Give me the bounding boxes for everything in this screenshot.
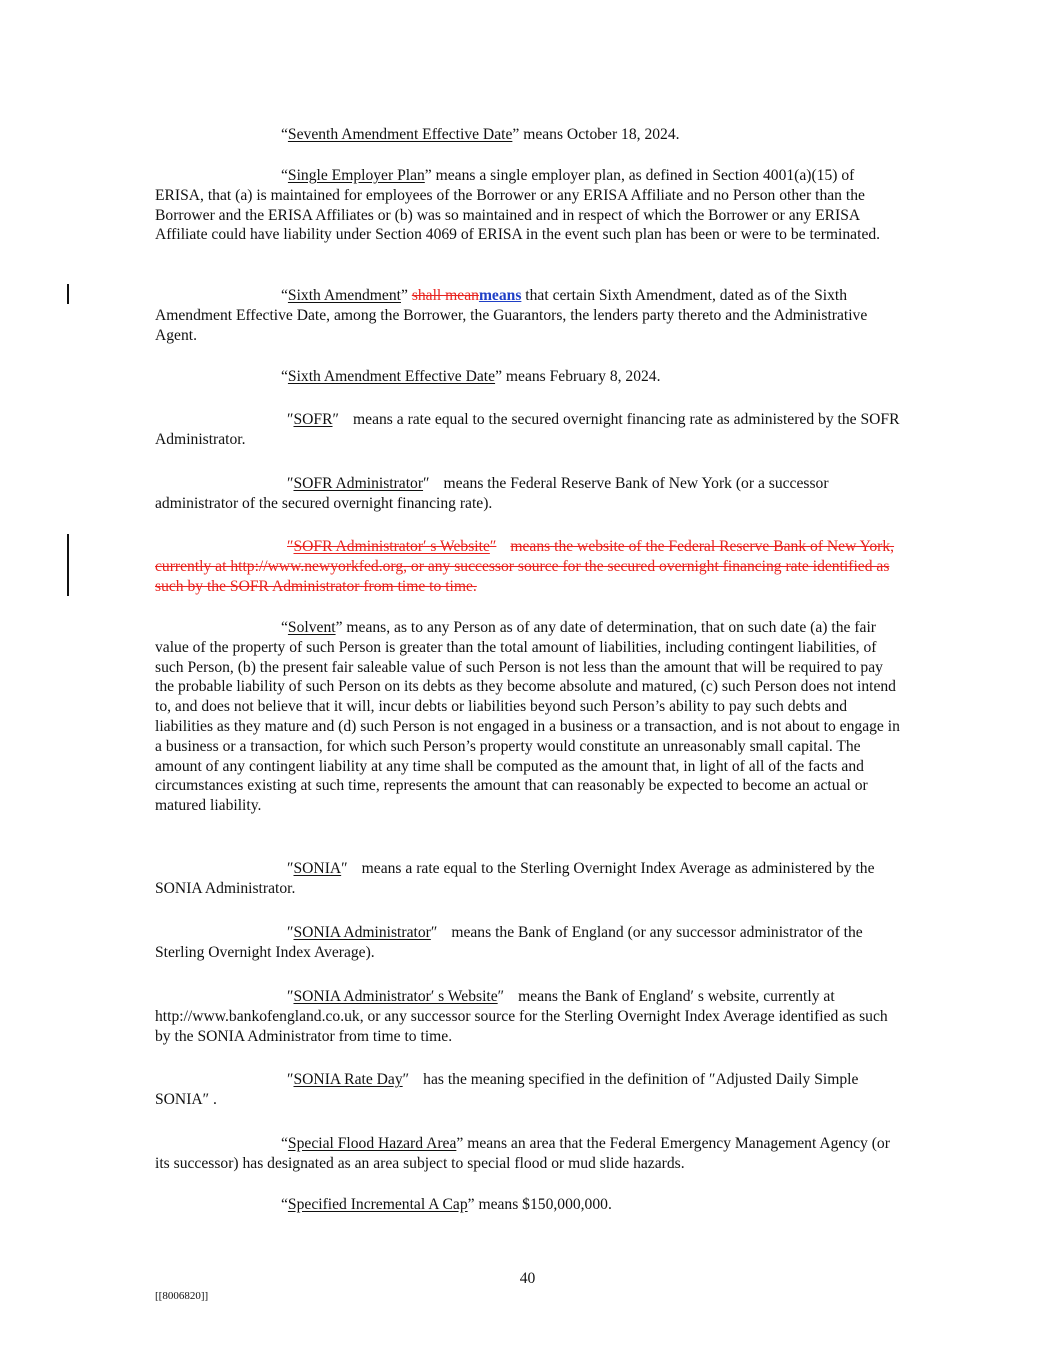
deleted-text: shall mean <box>411 287 479 304</box>
definition-text: has the meaning specified in the definition of ″Adjusted Daily Simple SONIA″ . <box>155 1071 859 1108</box>
definition-text: ” means, as to any Person as of any date of determination, that on such date (a) the fair value of the property of such Person is greater than the total amount of liabilities, including contingent liabilities, of such Person, (b) the present fair saleable value of such Person is not less than the amount that will be required to pay the probable liability of such Person on its debts as they become absolute and matured, (c) such Person does not intend to, and does not believe that it will, incur debts or liabilities beyond such Person’s ability to pay such debts and liabilities as they mature and (d) such Person is not engaged in a business or a transaction, and is not about to engage in a business or a transaction, for which such Person’s property would constitute an unreasonably small capital. The amount of any contingent liability at any time shall be computed as the amount that, in light of all of the facts and circumstances existing at such time, represents the amount that can reasonably be expected to become an actual or matured liability. <box>155 619 900 815</box>
inserted-text: means <box>478 287 522 304</box>
deleted-definition-sofr-administrators-website <box>155 537 900 596</box>
quote-close: ” <box>400 287 412 304</box>
definition-sonia-rate-day <box>155 1070 900 1110</box>
quote-open: “ <box>281 368 288 385</box>
definition-text: ” means a single employer plan, as defined in Section 4001(a)(15) of ERISA, that (a) is maintained for employees of the Borrower or any ERISA Affiliate and no Person other than the Borrower and the ERISA Affiliates or (b) was so maintained and in respect of which the Borrower or any ERISA Affiliate could have liability under Section 4069 of ERISA in the event such plan has been or were to be terminated. <box>155 167 881 244</box>
definition-sofr <box>155 410 900 450</box>
definition-sixth-amendment <box>155 286 900 345</box>
definition-specified-incremental-a-cap <box>155 1195 900 1215</box>
definition-sonia <box>155 859 900 899</box>
definition-sonia-administrator <box>155 923 900 963</box>
quote-open: “ <box>281 619 288 636</box>
definition-sonia-administrators-website <box>155 987 900 1046</box>
defined-term: SONIA Administrator <box>293 924 431 941</box>
definition-text: means the Federal Reserve Bank of New York (or a successor administrator of the secured overnight financing rate). <box>155 475 829 512</box>
quote-open: ″ <box>287 411 294 428</box>
quote-open: ″ <box>287 538 294 555</box>
definition-text: that certain Sixth Amendment, dated as of the Sixth Amendment Effective Date, among the Borrower, the Guarantors, the lenders party thereto and the Administrative Agent. <box>155 287 868 344</box>
quote-close: ″ <box>332 411 340 428</box>
definition-text: means a rate equal to the secured overnight financing rate as administered by the SOFR Administrator. <box>155 411 900 448</box>
document-id: [[8006820]] <box>155 1290 209 1302</box>
defined-term: SOFR Administrator′ s Website <box>293 538 490 555</box>
definition-text: means the Bank of England′ s website, currently at http://www.bankofengland.co.uk, or any successor source for the Sterling Overnight Index Average identified as such by the SONIA Administrator from time to time. <box>155 988 888 1045</box>
page-number: 40 <box>519 1270 536 1287</box>
definition-text: ” means $150,000,000. <box>467 1196 612 1213</box>
quote-close: ″ <box>341 860 348 877</box>
definition-text: ” means October 18, 2024. <box>512 126 680 143</box>
quote-open: “ <box>281 1196 288 1213</box>
definition-text: means the Bank of England (or any successor administrator of the Sterling Overnight Index Average). <box>155 924 863 961</box>
definition-sixth-amendment-effective-date <box>155 367 900 387</box>
quote-open: ″ <box>287 475 294 492</box>
quote-close: ″ <box>430 924 438 941</box>
defined-term: Special Flood Hazard Area <box>287 1135 457 1152</box>
quote-open: “ <box>281 167 288 184</box>
quote-open: ″ <box>287 860 294 877</box>
quote-close: ″ <box>423 475 430 492</box>
defined-term: SONIA <box>293 860 342 877</box>
change-bar <box>67 284 69 304</box>
change-bar <box>67 534 69 596</box>
defined-term: Sixth Amendment <box>287 287 401 304</box>
quote-open: ″ <box>287 988 294 1005</box>
defined-term: Seventh Amendment Effective Date <box>287 126 513 143</box>
defined-term: SONIA Rate Day <box>293 1071 403 1088</box>
definition-text: means the website of the Federal Reserve Bank of New York, currently at http://www.newyorkfed.org, or any successor source for the secured overnight financing rate identified as such by the SOFR Administrator from time to time. <box>155 538 895 595</box>
defined-term: Solvent <box>287 619 336 636</box>
quote-open: “ <box>281 1135 288 1152</box>
definition-sofr-administrator <box>155 474 900 514</box>
defined-term: SOFR <box>293 411 333 428</box>
quote-close: ″ <box>489 538 497 555</box>
quote-close: ″ <box>497 988 505 1005</box>
definition-text: ” means February 8, 2024. <box>495 368 661 385</box>
defined-term: Specified Incremental A Cap <box>287 1196 468 1213</box>
quote-open: “ <box>281 126 288 143</box>
quote-open: “ <box>281 287 288 304</box>
definition-single-employer-plan <box>155 166 900 245</box>
defined-term: Single Employer Plan <box>287 167 425 184</box>
quote-close: ″ <box>402 1071 410 1088</box>
quote-open: ″ <box>287 924 294 941</box>
defined-term: SONIA Administrator′ s Website <box>293 988 498 1005</box>
quote-open: ″ <box>287 1071 294 1088</box>
defined-term: SOFR Administrator <box>293 475 424 492</box>
definition-text: means a rate equal to the Sterling Overnight Index Average as administered by the SONIA Administrator. <box>155 860 875 897</box>
definition-seventh-amendment-effective-date <box>155 125 900 145</box>
definition-text: ” means an area that the Federal Emergency Management Agency (or its successor) has designated as an area subject to special flood or mud slide hazards. <box>155 1135 890 1172</box>
definition-special-flood-hazard-area <box>155 1134 900 1174</box>
defined-term: Sixth Amendment Effective Date <box>287 368 496 385</box>
definition-solvent <box>155 618 900 816</box>
